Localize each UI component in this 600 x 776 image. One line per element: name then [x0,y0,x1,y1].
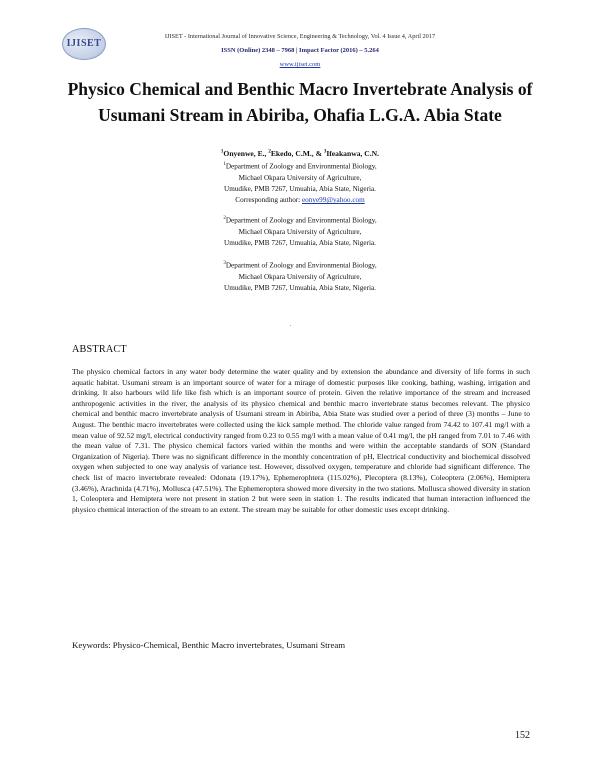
affiliation-3-address: Umudike, PMB 7267, Umuahia, Abia State, Nigeria. [224,283,376,292]
author-3: Ifeakanwa, C.N. [326,149,380,158]
affiliation-2-dept [150,213,450,227]
journal-header-line: IJISET - International Journal of Innovative Science, Engineering & Technology, Vol. 4 Issue 4, April 2017 [164,33,436,40]
affiliation-1-dept-text: Department of Zoology and Environmental Biology, [225,162,377,171]
affiliation-1-univ: Michael Okpara University of Agriculture, [238,173,362,182]
affiliation-1-address: Umudike, PMB 7267, Umuahia, Abia State, Nigeria. [224,184,376,193]
author-3-marker: 3 [323,149,327,155]
journal-logo: IJISET [62,28,106,60]
affiliation-2-address: Umudike, PMB 7267, Umuahia, Abia State, Nigeria. [224,238,376,247]
author-2-marker: 2 [268,149,271,155]
stray-dot: . [290,322,292,328]
keywords-line: Keywords: Physico-Chemical, Benthic Macro invertebrates, Usumani Stream [72,640,346,650]
corresponding-email-link[interactable]: eonye99@yahoo.com [301,196,365,205]
abstract-body: The physico chemical factors in any water body determine the water quality and by extension the abundance and diversity of life forms in such aquatic habitat. Usumani stream is an important source of water for a mirage of domestic purposes like cooking, bathing, washing, irrigation and drinking. It also harbours wild life like fish which is an important source of protein. Given the relative importance of the stream and increased anthropogenic activities in the river, the analysis of its physico chemical and benthic macro invertebrate status becomes relevant. The physico chemical and benthic macro invertebrate analysis of Usumani stream in Abiriba, Abia State was studied over a period of three (3) months – June to August. The benthic macro invertebrates were collected using the kick sample method. The chloride value ranged from 74.42 to 107.41 mg/l with a mean value of 92.52 mg/l, electrical conductivity ranged from 0.23 to 0.55 mg/l with a mean value of 0.41 mg/l, the pH ranged from 7.01 to 7.46 with the mean value of 7.31. The physico chemical factors varied within the months and were within the acceptable standards of SON (Standard Organization of Nigeria). There was no significant difference in the monthly concentration of pH, Electrical conductivity and biochemical dissolved oxygen when subjected to one way analysis of variance test. However, dissolved oxygen, temperature and chloride had significant difference. The check list of macro invertebrate revealed: Odonata (19.17%), Ephemerophtera (115.02%), Plecoptera (8.13%), Coleoptera (2.06%), Hemiptera (3.46%), Arachnida (4.71%), Mollusca (47.51%). The Ephemeroptera showed more diversity in the two stations. Mollusca showed diversity in station 1, Coleoptera and Hemiptera were not present in station 2 but were seen in station 1. The results indicated that human interaction influenced the physico chemical interaction of the stream to an extent. The stream may be suitable for other domestic uses except drinking. [72,367,530,514]
affiliation-2-univ: Michael Okpara University of Agriculture, [238,227,362,236]
corresponding-author [150,195,450,206]
affiliation-1-dept [150,159,450,173]
affiliation-3 [150,258,450,294]
author-2: Ekedo, C.M., & [270,149,324,158]
affiliation-3-dept-text: Department of Zoology and Environmental Biology, [225,261,377,270]
affiliation-2-marker: 2 [223,216,226,221]
journal-website-link[interactable]: www.ijiset.com [279,61,321,68]
author-1: Onyenwe, E., [223,149,269,158]
affiliation-1 [150,159,450,207]
affiliation-3-dept [150,258,450,272]
author-list [150,149,450,158]
affiliation-3-univ: Michael Okpara University of Agriculture, [238,272,362,281]
author-1-marker: 1 [220,149,224,155]
affiliation-2-dept-text: Department of Zoology and Environmental Biology, [225,216,377,225]
paper-title: Physico Chemical and Benthic Macro Invertebrate Analysis of Usumani Stream in Abiriba, Ohafia L.G.A. Abia State [67,79,533,125]
abstract-heading: ABSTRACT [72,344,127,355]
issn-line: ISSN (Online) 2348 – 7968 | Impact Factor (2016) – 5.264 [221,47,379,54]
affiliation-3-marker: 3 [223,261,226,266]
page-number: 152 [515,730,530,741]
affiliation-2 [150,213,450,249]
corresponding-label: Corresponding author: [235,196,302,205]
affiliation-1-marker: 1 [223,162,226,167]
